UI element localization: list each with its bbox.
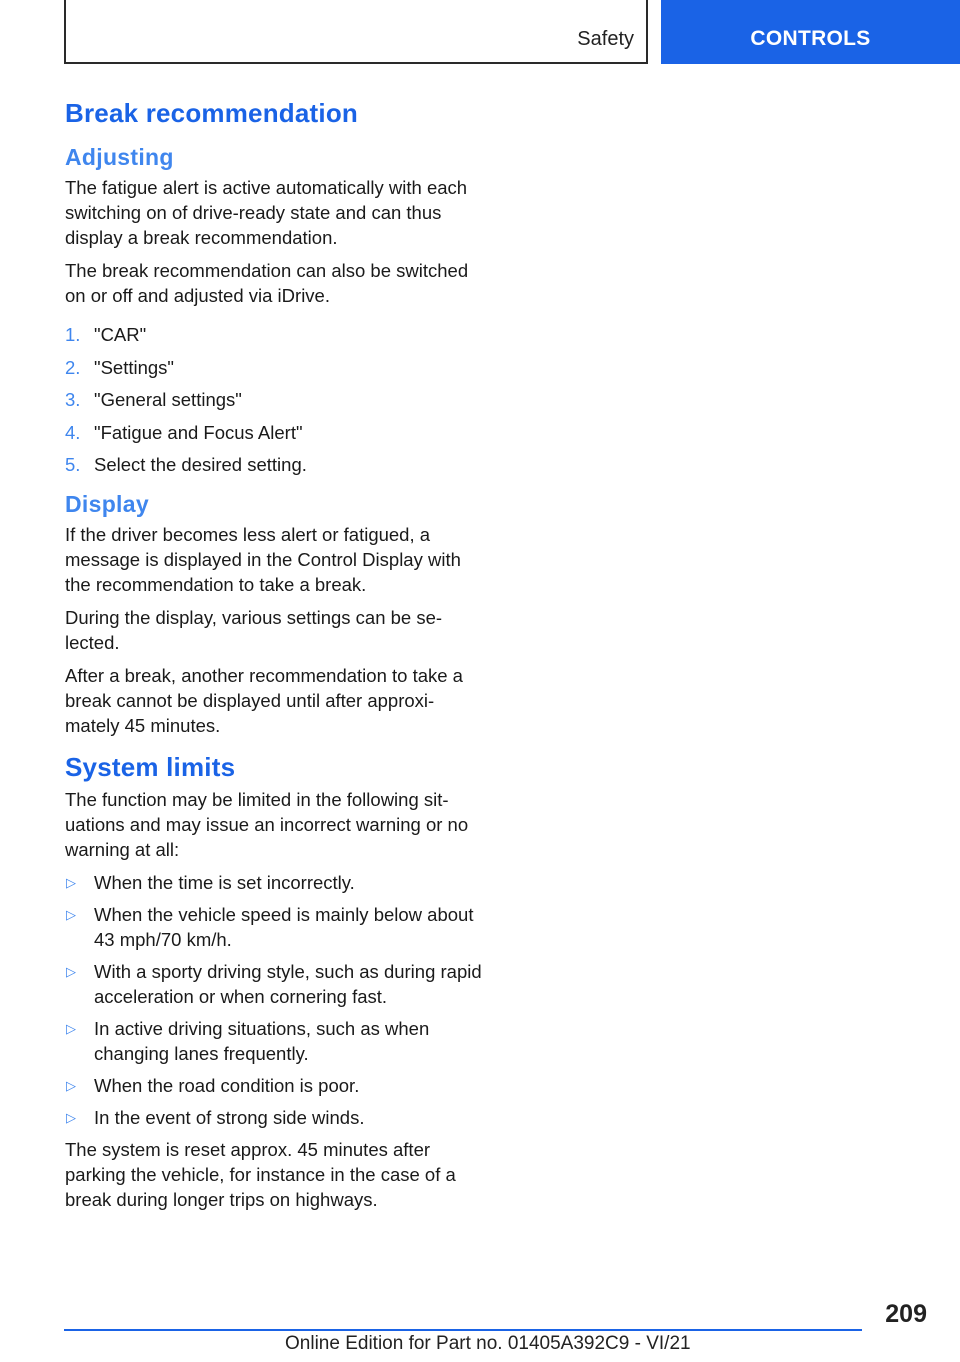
system-limits-intro: The function may be limited in the following sit‐ uations and may issue an incorrect warning or no warning at all: — [65, 789, 469, 860]
footer-divider — [64, 1329, 862, 1331]
chapter-tab[interactable] — [661, 0, 960, 64]
triangle-bullet-icon: ▷ — [66, 875, 76, 890]
header-section-box — [64, 0, 648, 64]
step-item — [65, 420, 485, 445]
display-heading: Display — [65, 491, 149, 517]
triangle-bullet-icon: ▷ — [66, 1078, 76, 1093]
triangle-bullet-icon: ▷ — [66, 907, 76, 922]
step-item — [65, 387, 485, 412]
step-item — [65, 322, 485, 347]
step-number: 2. — [65, 356, 81, 378]
step-number: 1. — [65, 324, 81, 345]
step-number: 3. — [65, 389, 81, 410]
page-number: 209 — [885, 1300, 927, 1328]
adjusting-heading: Adjusting — [65, 144, 174, 170]
adjusting-paragraph-2: The break recommendation can also be switched on or off and adjusted via iDrive. — [65, 260, 469, 306]
system-limits-heading: System limits — [65, 752, 236, 782]
triangle-bullet-icon: ▷ — [66, 1110, 76, 1125]
triangle-bullet-icon: ▷ — [66, 1021, 76, 1036]
list-item — [65, 1073, 485, 1098]
list-item — [65, 1105, 485, 1130]
list-item-text: When the time is set incorrectly. — [94, 872, 355, 893]
main-content — [65, 98, 485, 1220]
list-item-text: In active driving situations, such as when changing lanes frequently. — [94, 1018, 430, 1064]
step-item — [65, 452, 485, 477]
adjusting-paragraph-1: The fatigue alert is active automatically with each switching on of drive-ready state and can thus display a break recommendation. — [65, 177, 468, 248]
list-item-text: In the event of strong side winds. — [94, 1107, 365, 1128]
list-item — [65, 959, 485, 1009]
list-item — [65, 870, 485, 895]
step-text: Select the desired setting. — [94, 454, 307, 475]
list-item-text: With a sporty driving style, such as during rapid acceleration or when cornering fast. — [94, 961, 482, 1007]
limits-list — [65, 870, 485, 1130]
display-paragraph-3: After a break, another recommendation to take a break cannot be displayed until after approxi‐ mately 45 minutes. — [65, 665, 463, 736]
section-label: Safety — [577, 28, 634, 50]
edition-label: Online Edition for Part no. 01405A392C9 - VI/21 — [285, 1333, 691, 1354]
step-text: "Fatigue and Focus Alert" — [94, 421, 303, 443]
settings-steps — [65, 322, 485, 477]
list-item-text: When the vehicle speed is mainly below about 43 mph/70 km/h. — [94, 904, 474, 950]
list-item — [65, 1016, 485, 1066]
step-text: "General settings" — [94, 389, 242, 410]
step-number: 4. — [65, 421, 81, 443]
page-title: Break recommendation — [65, 98, 358, 128]
triangle-bullet-icon: ▷ — [66, 964, 76, 979]
display-paragraph-2: During the display, various settings can be se‐ lected. — [65, 607, 443, 653]
step-number: 5. — [65, 454, 81, 475]
list-item-text: When the road condition is poor. — [94, 1075, 360, 1096]
chapter-label: CONTROLS — [750, 27, 871, 50]
step-item — [65, 355, 485, 380]
list-item — [65, 902, 485, 952]
step-text: "CAR" — [94, 324, 147, 345]
step-text: "Settings" — [94, 356, 174, 378]
system-limits-outro: The system is reset approx. 45 minutes after parking the vehicle, for instance in the case of a break during longer trips on highways. — [65, 1139, 456, 1210]
display-paragraph-1: If the driver becomes less alert or fatigued, a message is displayed in the Control Display with the recommendation to take a break. — [65, 524, 461, 595]
